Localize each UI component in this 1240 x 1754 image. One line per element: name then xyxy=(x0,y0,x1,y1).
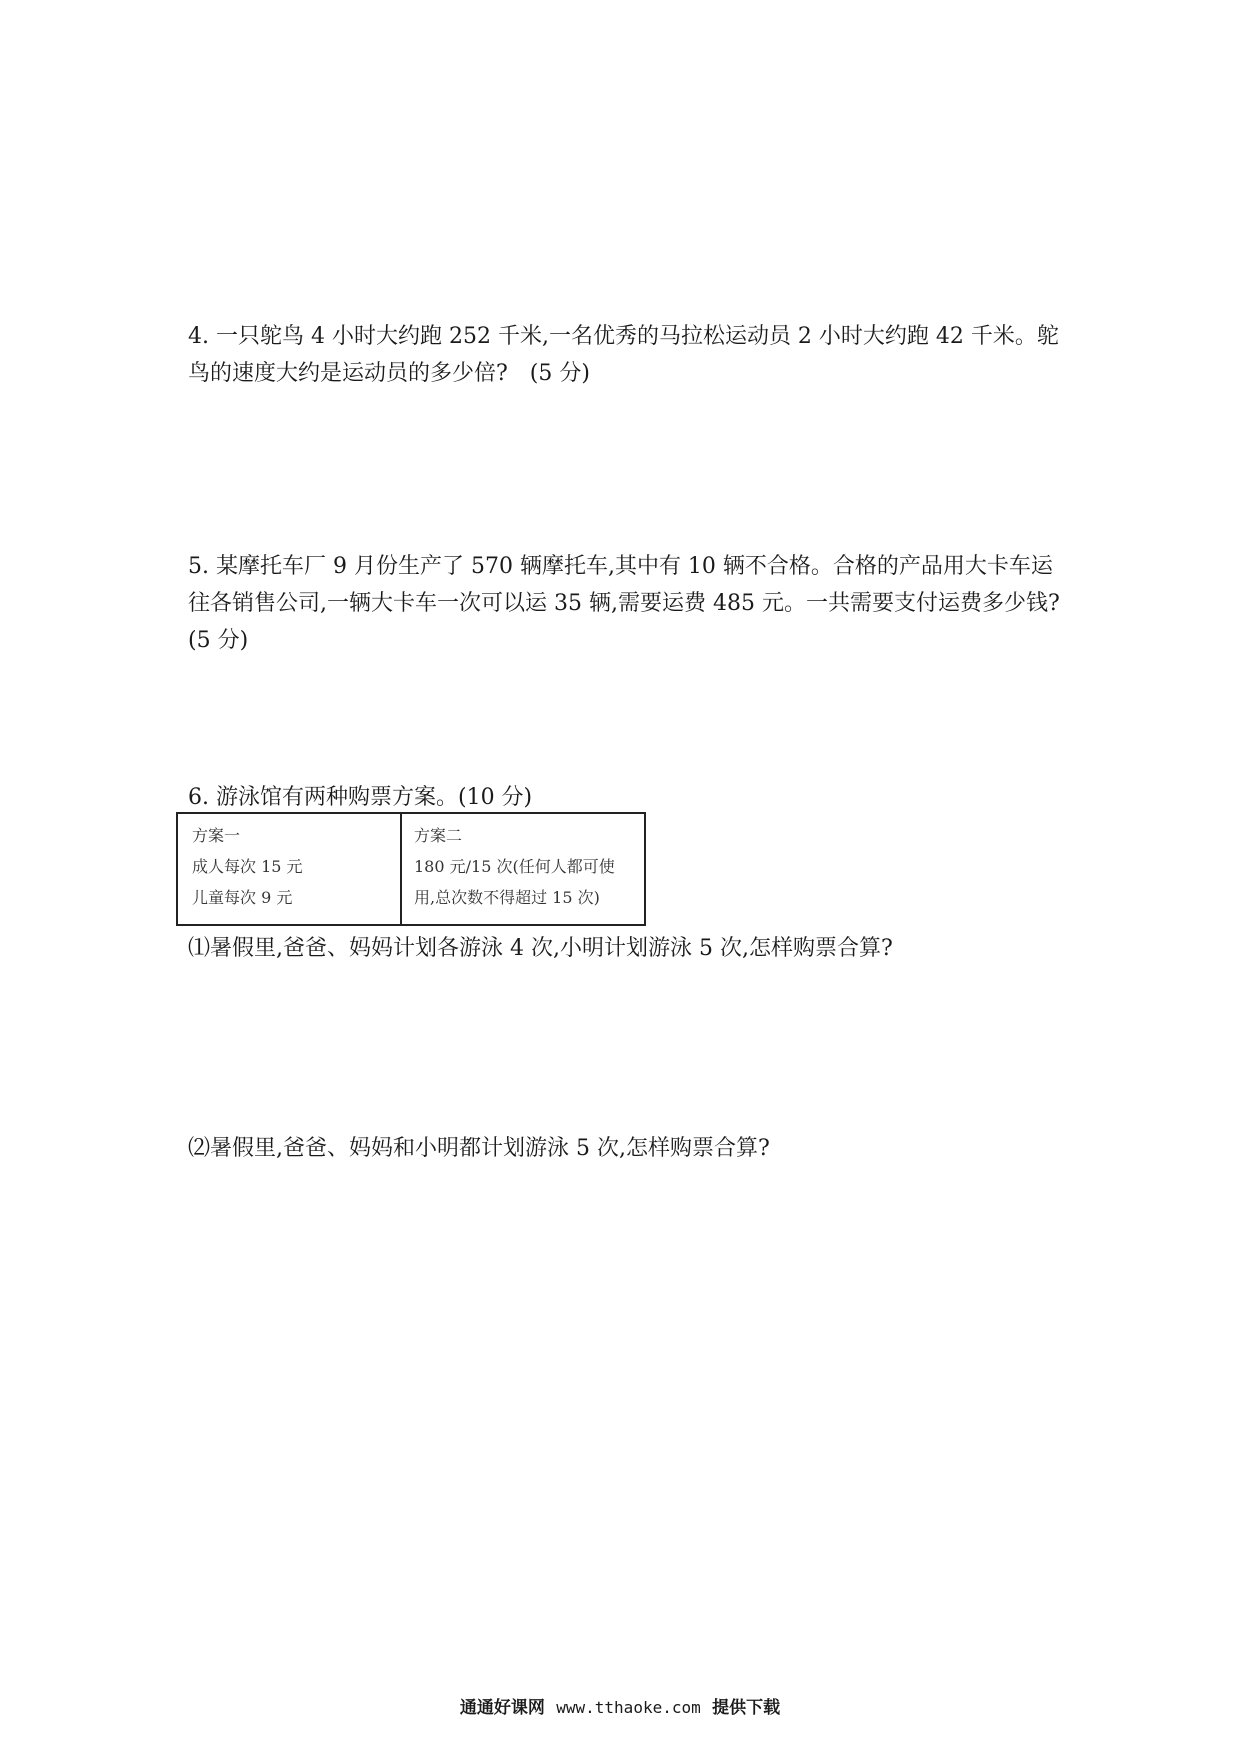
plan-two-description: 180 元/15 次(任何人都可使用,总次数不得超过 15 次) xyxy=(414,857,615,907)
plan-one-adult-price: 成人每次 15 元 xyxy=(192,857,303,876)
ticket-plan-table xyxy=(176,812,646,926)
plan-two-cell xyxy=(402,814,644,924)
question-4: 4. 一只鸵鸟 4 小时大约跑 252 千米,一名优秀的马拉松运动员 2 小时大约跑 42 千米。鸵鸟的速度大约是运动员的多少倍? (5 分) xyxy=(188,324,1059,386)
plan-one-child-price: 儿童每次 9 元 xyxy=(192,888,293,907)
footer-brand: 通通好课网 xyxy=(459,1698,545,1718)
question-6-part-1: ⑴暑假里,爸爸、妈妈计划各游泳 4 次,小明计划游泳 5 次,怎样购票合算? xyxy=(188,936,893,961)
page-footer xyxy=(0,1696,1240,1720)
plan-one-title: 方案一 xyxy=(192,826,241,845)
question-6-title: 6. 游泳馆有两种购票方案。(10 分) xyxy=(188,785,533,810)
question-6-part-2: ⑵暑假里,爸爸、妈妈和小明都计划游泳 5 次,怎样购票合算? xyxy=(188,1136,770,1161)
footer-website: www.tthaoke.com xyxy=(556,1698,701,1717)
plan-one-cell xyxy=(178,814,402,924)
question-5: 5. 某摩托车厂 9 月份生产了 570 辆摩托车,其中有 10 辆不合格。合格的产品用大卡车运往各销售公司,一辆大卡车一次可以运 35 辆,需要运费 485 元。一共需要支付运费多少钱?(5 分) xyxy=(188,554,1060,653)
footer-download-text: 提供下载 xyxy=(712,1698,781,1718)
plan-two-title: 方案二 xyxy=(414,826,463,845)
